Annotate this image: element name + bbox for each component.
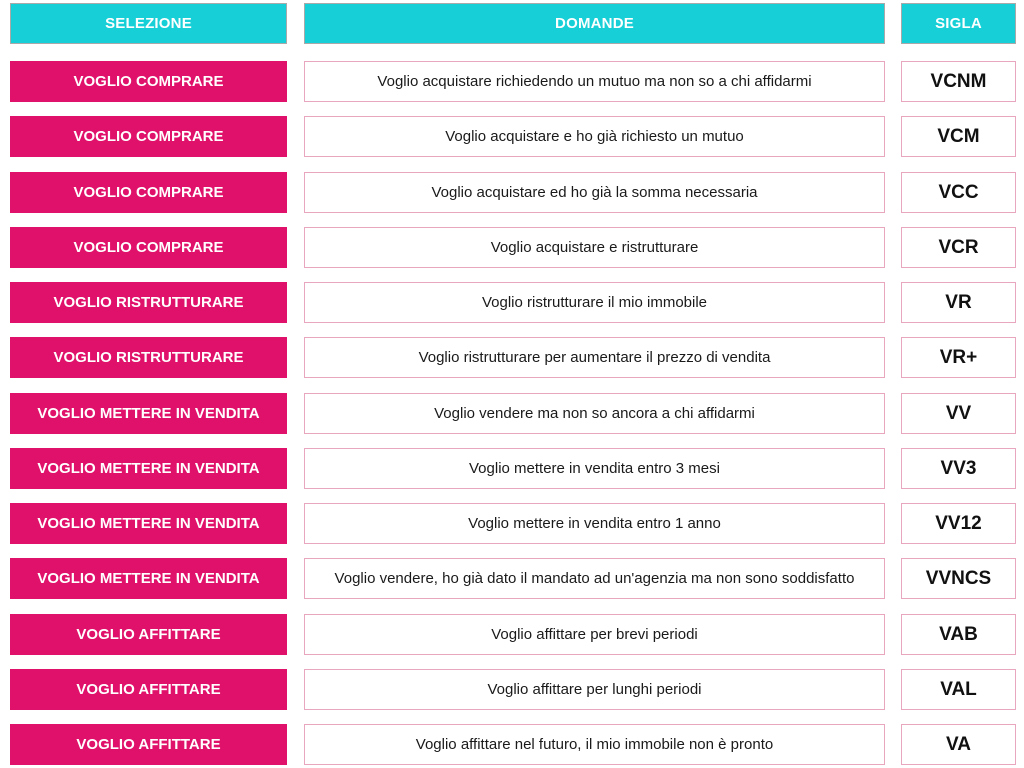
sigla-cell: VCM xyxy=(901,116,1016,157)
domanda-cell: Voglio affittare per lunghi periodi xyxy=(304,669,885,710)
domanda-cell: Voglio ristrutturare il mio immobile xyxy=(304,282,885,323)
sigla-cell: VCC xyxy=(901,172,1016,213)
domanda-cell: Voglio acquistare e ristrutturare xyxy=(304,227,885,268)
sigla-cell: VR+ xyxy=(901,337,1016,378)
sigla-cell: VCR xyxy=(901,227,1016,268)
table-row xyxy=(10,558,1016,599)
selezione-cell: VOGLIO COMPRARE xyxy=(10,116,287,157)
table-row xyxy=(10,503,1016,544)
table-row xyxy=(10,393,1016,434)
table-row xyxy=(10,614,1016,655)
table-row xyxy=(10,227,1016,268)
sigla-cell: VV xyxy=(901,393,1016,434)
domanda-cell: Voglio mettere in vendita entro 3 mesi xyxy=(304,448,885,489)
selezione-cell: VOGLIO COMPRARE xyxy=(10,227,287,268)
table-row xyxy=(10,448,1016,489)
selezione-cell: VOGLIO METTERE IN VENDITA xyxy=(10,393,287,434)
sigla-cell: VV3 xyxy=(901,448,1016,489)
selezione-cell: VOGLIO METTERE IN VENDITA xyxy=(10,503,287,544)
selezione-cell: VOGLIO AFFITTARE xyxy=(10,669,287,710)
sigla-cell: VVNCS xyxy=(901,558,1016,599)
table-header-row xyxy=(10,3,1016,44)
sigla-cell: VV12 xyxy=(901,503,1016,544)
domanda-cell: Voglio affittare nel futuro, il mio immobile non è pronto xyxy=(304,724,885,765)
domanda-cell: Voglio mettere in vendita entro 1 anno xyxy=(304,503,885,544)
domanda-cell: Voglio ristrutturare per aumentare il prezzo di vendita xyxy=(304,337,885,378)
selezione-cell: VOGLIO AFFITTARE xyxy=(10,614,287,655)
selezione-cell: VOGLIO METTERE IN VENDITA xyxy=(10,558,287,599)
table-row xyxy=(10,282,1016,323)
table-row xyxy=(10,337,1016,378)
sigla-cell: VAL xyxy=(901,669,1016,710)
header-sigla: SIGLA xyxy=(901,3,1016,44)
header-selezione: SELEZIONE xyxy=(10,3,287,44)
selezione-cell: VOGLIO COMPRARE xyxy=(10,172,287,213)
domanda-cell: Voglio acquistare ed ho già la somma necessaria xyxy=(304,172,885,213)
sigla-cell: VA xyxy=(901,724,1016,765)
domanda-cell: Voglio vendere, ho già dato il mandato ad un'agenzia ma non sono soddisfatto xyxy=(304,558,885,599)
domanda-cell: Voglio acquistare richiedendo un mutuo ma non so a chi affidarmi xyxy=(304,61,885,102)
table-row xyxy=(10,61,1016,102)
table-row xyxy=(10,724,1016,765)
sigla-cell: VCNM xyxy=(901,61,1016,102)
selezione-cell: VOGLIO RISTRUTTURARE xyxy=(10,337,287,378)
domanda-cell: Voglio vendere ma non so ancora a chi affidarmi xyxy=(304,393,885,434)
domanda-cell: Voglio affittare per brevi periodi xyxy=(304,614,885,655)
header-domande: DOMANDE xyxy=(304,3,885,44)
selezione-cell: VOGLIO COMPRARE xyxy=(10,61,287,102)
table-row xyxy=(10,172,1016,213)
table-row xyxy=(10,116,1016,157)
sigla-cell: VR xyxy=(901,282,1016,323)
domanda-cell: Voglio acquistare e ho già richiesto un mutuo xyxy=(304,116,885,157)
table-row xyxy=(10,669,1016,710)
selezione-cell: VOGLIO RISTRUTTURARE xyxy=(10,282,287,323)
selezione-cell: VOGLIO METTERE IN VENDITA xyxy=(10,448,287,489)
sigla-cell: VAB xyxy=(901,614,1016,655)
selezione-cell: VOGLIO AFFITTARE xyxy=(10,724,287,765)
